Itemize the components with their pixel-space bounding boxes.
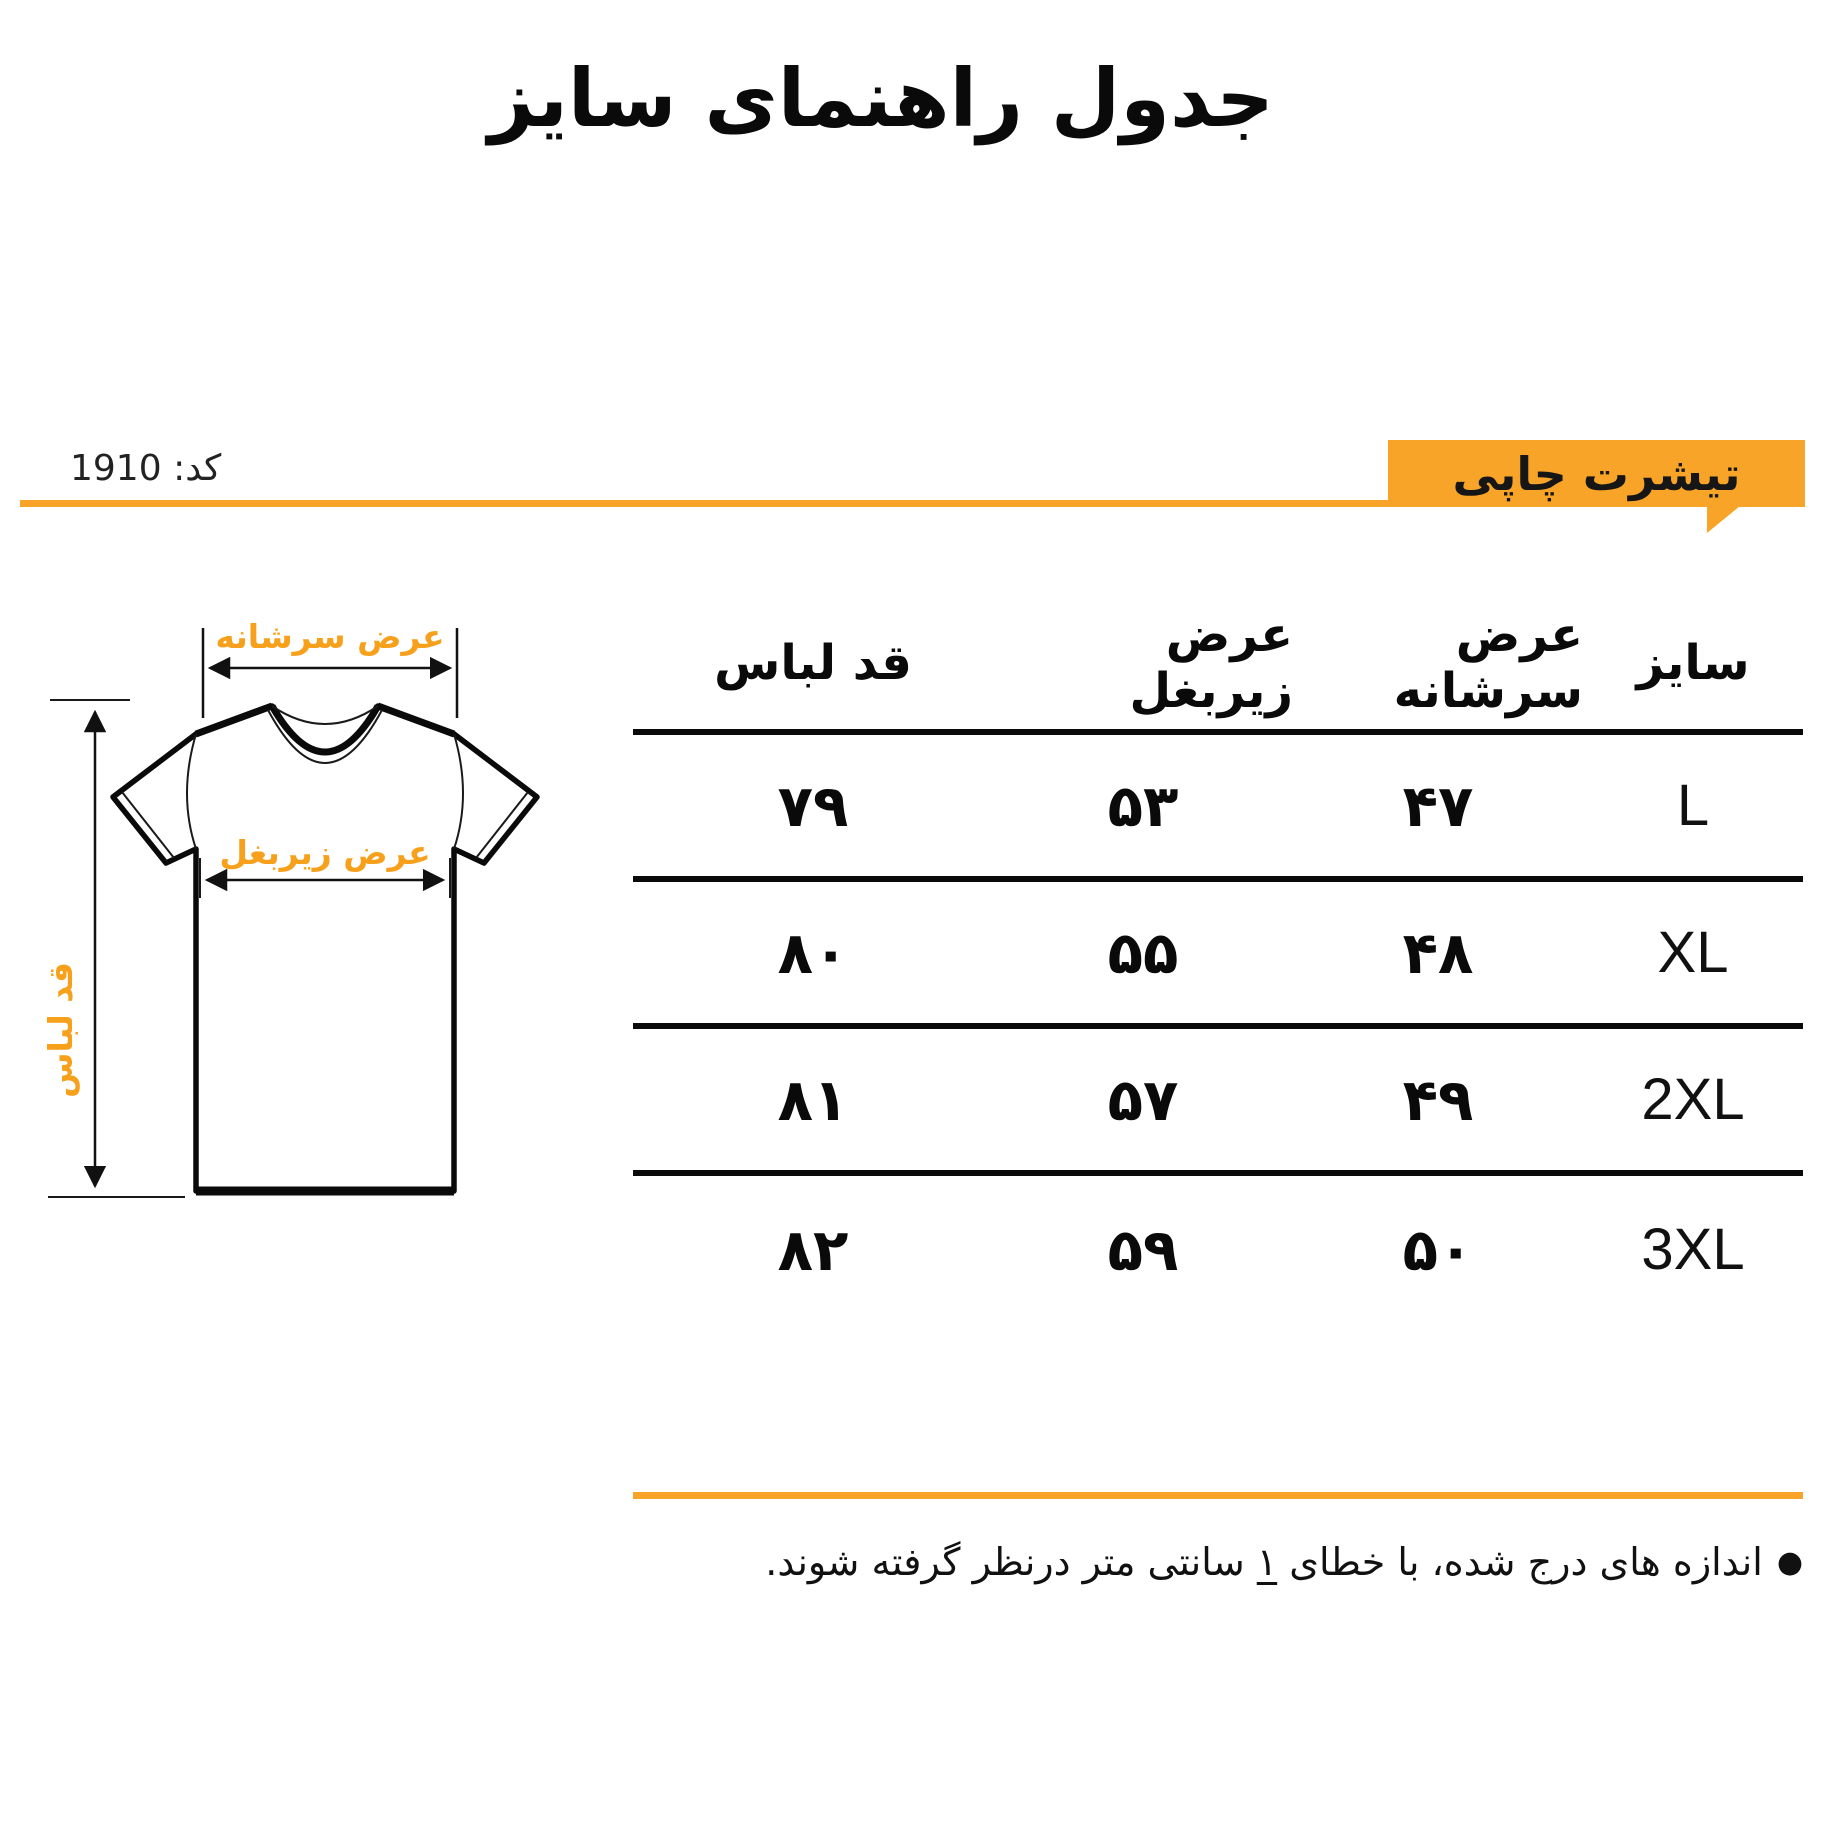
shoulder-width-label: عرض سرشانه	[215, 617, 445, 656]
cell-shoulder-width: ۴۷	[1402, 771, 1474, 840]
product-tab-label: تیشرت چاپی	[1452, 446, 1741, 501]
note-tolerance-digit: ۱	[1256, 1540, 1278, 1584]
tab-tail-triangle	[1707, 506, 1740, 533]
product-code: کد: 1910	[70, 448, 222, 489]
col-header-shoulder-width: عرض سرشانه	[1393, 607, 1583, 719]
product-tab	[1388, 440, 1805, 507]
col-header-underarm-width: عرض زیربغل	[1129, 607, 1293, 719]
cell-length: ۸۰	[777, 918, 849, 987]
note-text-before: اندازه های درج شده، با خطای	[1277, 1540, 1763, 1584]
footer-note	[400, 1540, 1803, 1584]
col-header-length: قد لباس	[714, 635, 912, 691]
table-row-L	[633, 735, 1803, 882]
size-table	[633, 597, 1803, 1323]
collar-back	[272, 706, 378, 724]
tshirt-diagram	[30, 575, 610, 1235]
cell-underarm-width: ۵۷	[1107, 1065, 1179, 1134]
cell-length: ۷۹	[777, 771, 849, 840]
length-label: قد لباس	[41, 962, 80, 1098]
table-row-XL	[633, 882, 1803, 1029]
cell-shoulder-width: ۴۹	[1402, 1065, 1474, 1134]
cell-size: L	[1676, 773, 1710, 838]
header-underline	[20, 500, 1388, 507]
cell-length: ۸۲	[777, 1215, 849, 1284]
cell-shoulder-width: ۴۸	[1402, 918, 1474, 987]
cell-shoulder-width: ۵۰	[1402, 1215, 1474, 1284]
page-title: جدول راهنمای سایز	[488, 52, 1274, 145]
table-row-3XL	[633, 1176, 1803, 1323]
col-header-size: سایز	[1636, 635, 1750, 691]
cell-size: 3XL	[1641, 1217, 1745, 1282]
cell-underarm-width: ۵۹	[1107, 1215, 1179, 1284]
shirt-outline	[113, 706, 537, 1191]
note-text-after: سانتی متر درنظر گرفته شوند.	[765, 1540, 1257, 1584]
cell-underarm-width: ۵۵	[1107, 918, 1179, 987]
underarm-width-label: عرض زیربغل	[219, 833, 431, 872]
table-header-row	[633, 597, 1803, 735]
cell-size: 2XL	[1641, 1067, 1745, 1132]
note-bullet-icon: ●	[1776, 1545, 1803, 1580]
cell-underarm-width: ۵۳	[1107, 771, 1179, 840]
cell-length: ۸۱	[777, 1065, 849, 1134]
table-row-2XL	[633, 1029, 1803, 1176]
cell-size: XL	[1657, 920, 1729, 985]
footer-divider	[633, 1492, 1803, 1499]
